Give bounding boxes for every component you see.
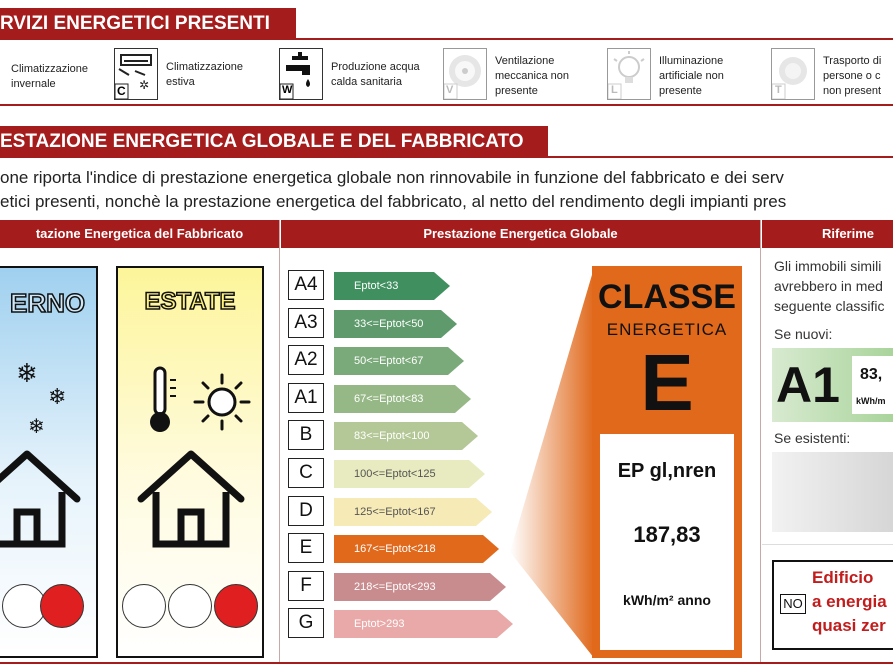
column-header-global — [281, 220, 760, 248]
fan-icon — [443, 48, 487, 100]
service-label: Climatizzazione invernale — [11, 63, 89, 90]
column-header-building-label: tazione Energetica del Fabbricato — [35, 226, 244, 241]
bottom-rule — [0, 662, 893, 664]
intro-line-1: one riporta l'indice di prestazione energetica globale non rinnovabile in funzione del fabbricato e dei serv — [0, 168, 784, 187]
rating-detail-box — [600, 434, 734, 650]
reference-text-2: avrebbero in med — [774, 278, 883, 294]
services-title-bar — [0, 8, 296, 40]
house-icon — [0, 444, 82, 554]
energy-class-range: 33<=Eptot<50 — [354, 317, 424, 330]
reference-text-1: Gli immobili simili — [774, 258, 882, 274]
reference-new-box — [772, 348, 893, 422]
rating-energetica: ENERGETICA — [606, 320, 728, 339]
service-badge: W — [282, 84, 293, 96]
service-hot-water — [279, 48, 431, 104]
service-label: Climatizzazione estiva — [166, 61, 244, 88]
column-header-reference — [762, 220, 893, 248]
reference-new-label: Se nuovi: — [774, 326, 833, 342]
nzeb-line-3: quasi zer — [812, 616, 886, 635]
column-header-reference-label: Riferime — [822, 226, 875, 241]
reference-new-value-box — [852, 356, 893, 414]
snowflake-icon: ❄ — [16, 358, 38, 388]
house-icon — [136, 444, 246, 554]
performance-title: ESTAZIONE ENERGETICA GLOBALE E DEL FABBRICATO — [0, 131, 524, 152]
column-separator — [279, 220, 280, 664]
reference-new-value: 83, — [860, 366, 883, 383]
sad-face-icon — [40, 584, 84, 628]
service-ventilation — [443, 48, 585, 104]
summer-label: ESTATE — [144, 288, 236, 315]
sun-icon — [192, 372, 252, 432]
service-cooling — [114, 48, 256, 104]
energy-class-letter: E — [288, 533, 324, 563]
service-badge: V — [446, 84, 454, 96]
energy-class-letter: F — [288, 571, 324, 601]
service-badge: L — [611, 84, 618, 96]
service-lighting — [607, 48, 739, 104]
nzeb-no-label: NO — [783, 596, 803, 611]
smiley-face-icon — [122, 584, 166, 628]
thermometer-icon — [148, 364, 178, 436]
performance-divider — [548, 156, 893, 158]
energy-class-letter: A4 — [288, 270, 324, 300]
service-label: Trasporto di persone o c non present — [823, 55, 882, 97]
energy-class-range: 67<=Eptot<83 — [354, 392, 424, 405]
energy-class-letter: G — [288, 608, 324, 638]
energy-class-range: 218<=Eptot<293 — [354, 580, 436, 593]
service-badge: T — [775, 84, 782, 96]
service-label: Produzione acqua calda sanitaria — [331, 61, 420, 88]
nzeb-box — [772, 560, 893, 650]
winter-panel — [0, 266, 98, 658]
energy-class-letter: D — [288, 496, 324, 526]
energy-class-range: Eptot>293 — [354, 618, 405, 631]
reference-existing-box — [772, 452, 893, 532]
summer-panel — [116, 266, 264, 658]
energy-class-letter: A3 — [288, 308, 324, 338]
separator — [762, 544, 893, 545]
energy-class-range: Eptot<33 — [354, 280, 399, 292]
rating-letter: E — [640, 338, 694, 427]
nzeb-no-box — [780, 594, 806, 614]
energy-class-letter: B — [288, 420, 324, 450]
reference-existing-label: Se esistenti: — [774, 430, 851, 446]
snowflake-icon: ❄ — [48, 384, 67, 409]
snowflake-icon: ❄ — [28, 416, 45, 438]
nzeb-line-1: Edificio — [812, 568, 874, 587]
services-title: RVIZI ENERGETICI PRESENTI — [0, 13, 270, 34]
energy-class-range: 83<=Eptot<100 — [354, 430, 430, 443]
energy-class-letter: A2 — [288, 345, 324, 375]
performance-title-bar — [0, 126, 548, 158]
reference-new-class: A1 — [776, 357, 840, 413]
rating-unit: kWh/m² anno — [623, 592, 711, 608]
intro-line-2: etici presenti, nonchè la prestazione energetica del fabbricato, al netto del rendimento degli impianti pres — [0, 192, 787, 211]
energy-class-range: 50<=Eptot<67 — [354, 355, 424, 368]
service-badge: C — [117, 84, 126, 98]
rating-classe: CLASSE — [598, 278, 736, 316]
reference-new-unit: kWh/m — [856, 396, 886, 406]
winter-label: ERNO — [10, 288, 86, 318]
energy-class-range: 167<=Eptot<218 — [354, 543, 436, 556]
svg-text:✲: ✲ — [139, 78, 150, 92]
energy-class-letter: A1 — [288, 383, 324, 413]
service-label: Illuminazione artificiale non presente — [659, 55, 724, 97]
service-label: Ventilazione meccanica non presente — [495, 55, 569, 97]
elevator-icon — [771, 48, 815, 100]
rating-index-label: EP gl,nren — [617, 460, 717, 482]
rating-value: 187,83 — [633, 522, 701, 547]
column-header-global-label: Prestazione Energetica Globale — [423, 226, 618, 241]
faucet-icon — [279, 48, 323, 100]
rating-box — [592, 266, 742, 658]
column-header-building — [0, 220, 279, 248]
air-conditioner-icon — [114, 48, 158, 100]
lightbulb-icon — [607, 48, 651, 100]
column-separator — [760, 220, 761, 664]
sad-face-icon — [214, 584, 258, 628]
energy-class-range: 100<=Eptot<125 — [354, 468, 436, 480]
energy-class-range: 125<=Eptot<167 — [354, 505, 436, 518]
service-heating — [0, 48, 111, 104]
nzeb-line-2: a energia — [812, 592, 887, 611]
energy-class-letter: C — [288, 458, 324, 488]
reference-text-3: seguente classific — [774, 298, 885, 314]
smiley-face-icon — [168, 584, 212, 628]
service-transport — [771, 48, 893, 104]
